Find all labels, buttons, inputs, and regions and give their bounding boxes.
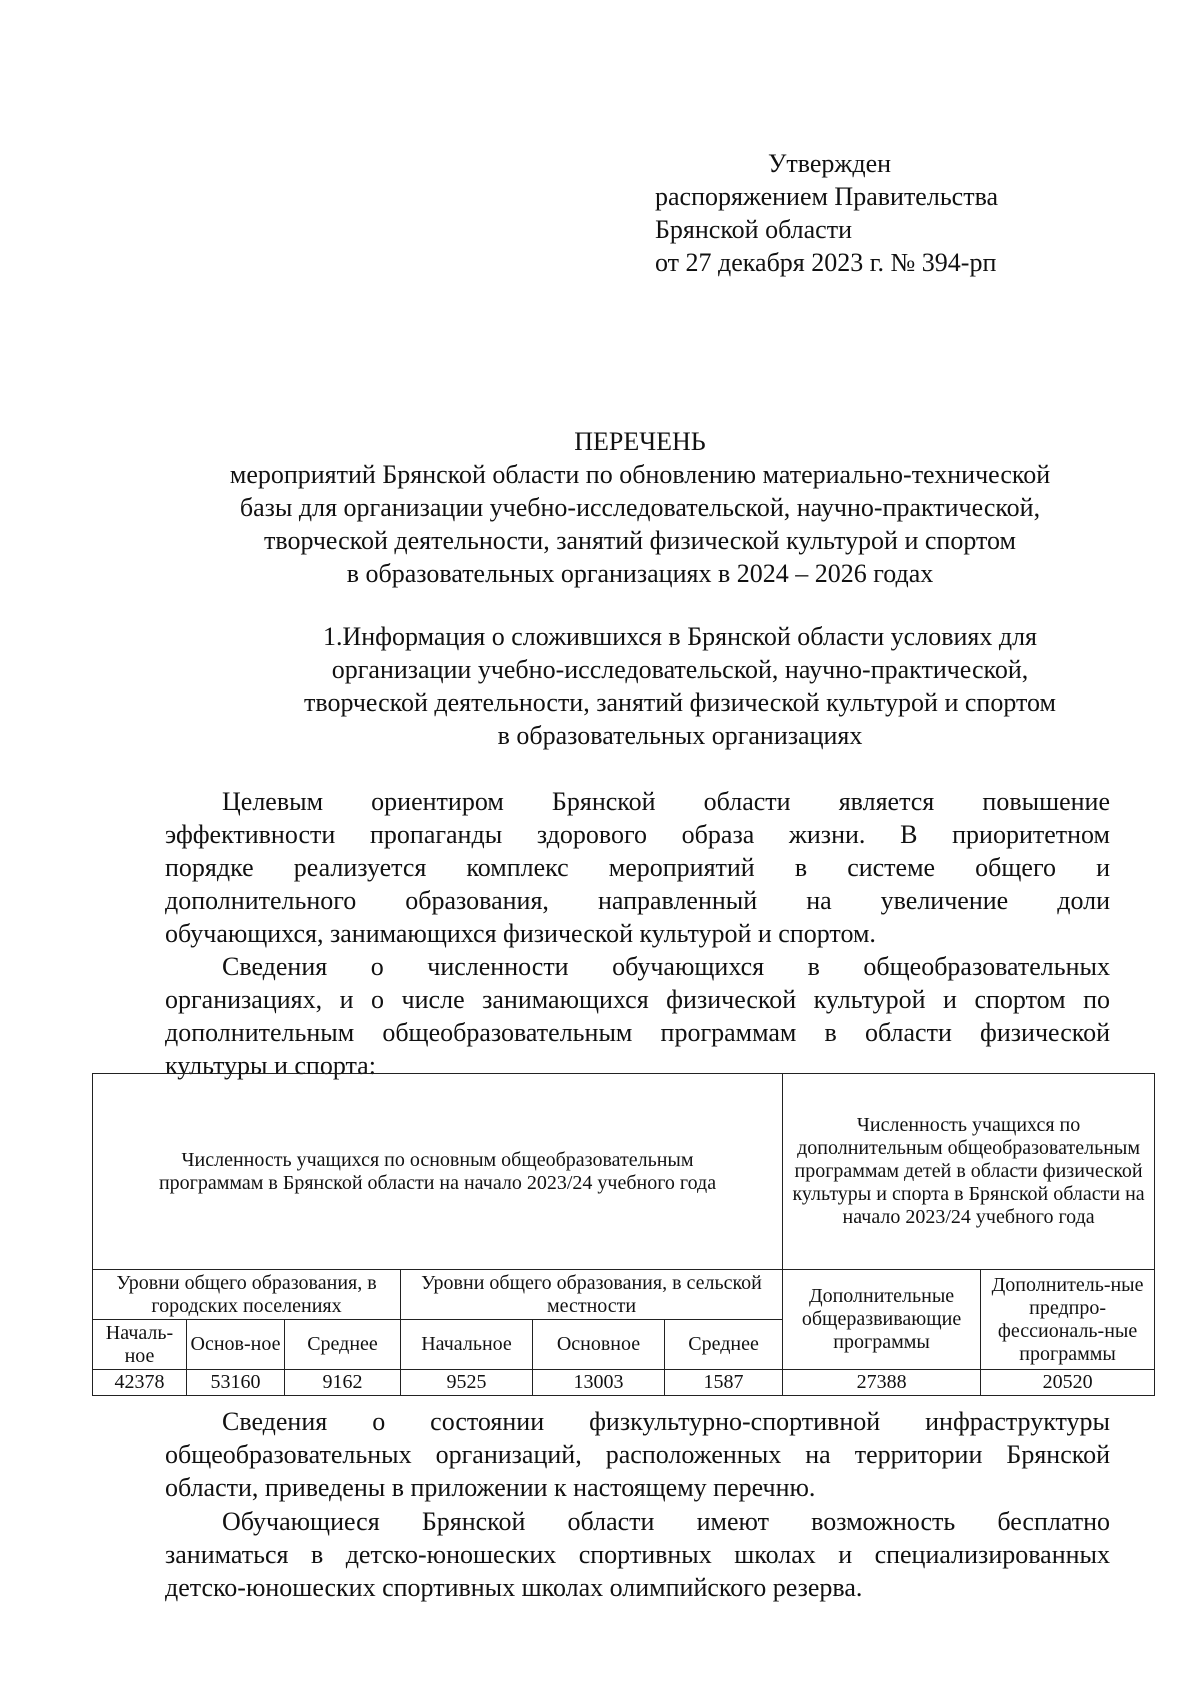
approval-line: Утвержден (768, 149, 892, 178)
table-cell: 42378 (93, 1370, 187, 1396)
title-line: мероприятий Брянской области по обновлению материально-технической (229, 460, 1051, 489)
student-count-table (92, 1073, 1155, 1396)
table-cell: 13003 (533, 1370, 665, 1396)
approval-stamp (655, 147, 1115, 279)
paragraph-line: общеобразовательных организаций, расположенных на территории Брянской (165, 1440, 1110, 1469)
paragraph-line: Целевым ориентиром Брянской области является повышение (222, 787, 1110, 816)
paragraph-line: обучающихся, занимающихся физической культурой и спортом. (165, 919, 876, 948)
table-col-rural-primary: Начальное (401, 1320, 533, 1370)
paragraph-sport-schools (165, 1505, 1110, 1604)
paragraph-goal (165, 785, 1110, 950)
section-heading-line: творческой деятельности, занятий физической культурой и спортом (304, 688, 1056, 717)
paragraph-line: дополнительного образования, направленный на увеличение доли (165, 886, 1110, 915)
paragraph-line: Сведения о состоянии физкультурно-спортивной инфраструктуры (222, 1407, 1110, 1436)
title-line: в образовательных организациях в 2024 – 2026 годах (346, 559, 934, 588)
table-col-urban-secondary: Среднее (285, 1320, 401, 1370)
table-cell: 27388 (783, 1370, 981, 1396)
approval-line: Брянской области (655, 215, 852, 244)
table-header-main: Численность учащихся по основным общеобразовательным программам в Брянской области на начало 2023/24 учебного года (93, 1074, 783, 1270)
paragraph-line: порядке реализуется комплекс мероприятий в системе общего и (165, 853, 1110, 882)
table-header-rural: Уровни общего образования, в сельской местности (401, 1270, 783, 1320)
paragraph-line: области, приведены в приложении к настоящему перечню. (165, 1473, 816, 1502)
section-heading-line: в образовательных организациях (497, 721, 863, 750)
section-heading (240, 620, 1120, 752)
paragraph-line: детско-юношеских спортивных школах олимпийского резерва. (165, 1573, 863, 1602)
paragraph-line: Обучающиеся Брянской области имеют возможность бесплатно (222, 1507, 1110, 1536)
section-heading-line: организации учебно-исследовательской, научно-практической, (331, 655, 1029, 684)
table-header-extra: Численность учащихся по дополнительным общеобразовательным программам детей в области физической культуры и спорта в Брянской области на начало 2023/24 учебного года (783, 1074, 1155, 1270)
paragraph-student-count (165, 950, 1110, 1082)
paragraph-line: эффективности пропаганды здорового образа жизни. В приоритетном (165, 820, 1110, 849)
table-cell: 1587 (665, 1370, 783, 1396)
document-title (160, 425, 1120, 590)
table-col-urban-primary: Началь-ное (93, 1320, 187, 1370)
table-header-urban: Уровни общего образования, в городских поселениях (93, 1270, 401, 1320)
paragraph-line: Сведения о численности обучающихся в общеобразовательных (222, 952, 1110, 981)
section-heading-line: 1.Информация о сложившихся в Брянской области условиях для (322, 622, 1038, 651)
table-col-rural-basic: Основное (533, 1320, 665, 1370)
approval-date-number: от 27 декабря 2023 г. № 394-рп (655, 248, 997, 277)
paragraph-infrastructure (165, 1405, 1110, 1504)
title-line: творческой деятельности, занятий физической культурой и спортом (264, 526, 1016, 555)
table-cell: 9525 (401, 1370, 533, 1396)
table-cell: 53160 (187, 1370, 285, 1396)
approval-line: распоряжением Правительства (655, 182, 999, 211)
table-col-rural-secondary: Среднее (665, 1320, 783, 1370)
table-col-general-dev: Дополнительные общеразвивающие программы (783, 1270, 981, 1370)
table-col-pre-prof: Дополнитель-ные предпро-фессиональ-ные программы (981, 1270, 1155, 1370)
table-cell: 20520 (981, 1370, 1155, 1396)
paragraph-line: культуры и спорта: (165, 1051, 376, 1080)
title-line: базы для организации учебно-исследовательской, научно-практической, (239, 493, 1041, 522)
title-heading: ПЕРЕЧЕНЬ (574, 427, 706, 456)
table-cell: 9162 (285, 1370, 401, 1396)
paragraph-line: дополнительным общеобразовательным программам в области физической (165, 1018, 1110, 1047)
table-col-urban-basic: Основ-ное (187, 1320, 285, 1370)
paragraph-line: организациях, и о числе занимающихся физической культурой и спортом по (165, 985, 1110, 1014)
paragraph-line: заниматься в детско-юношеских спортивных школах и специализированных (165, 1540, 1110, 1569)
